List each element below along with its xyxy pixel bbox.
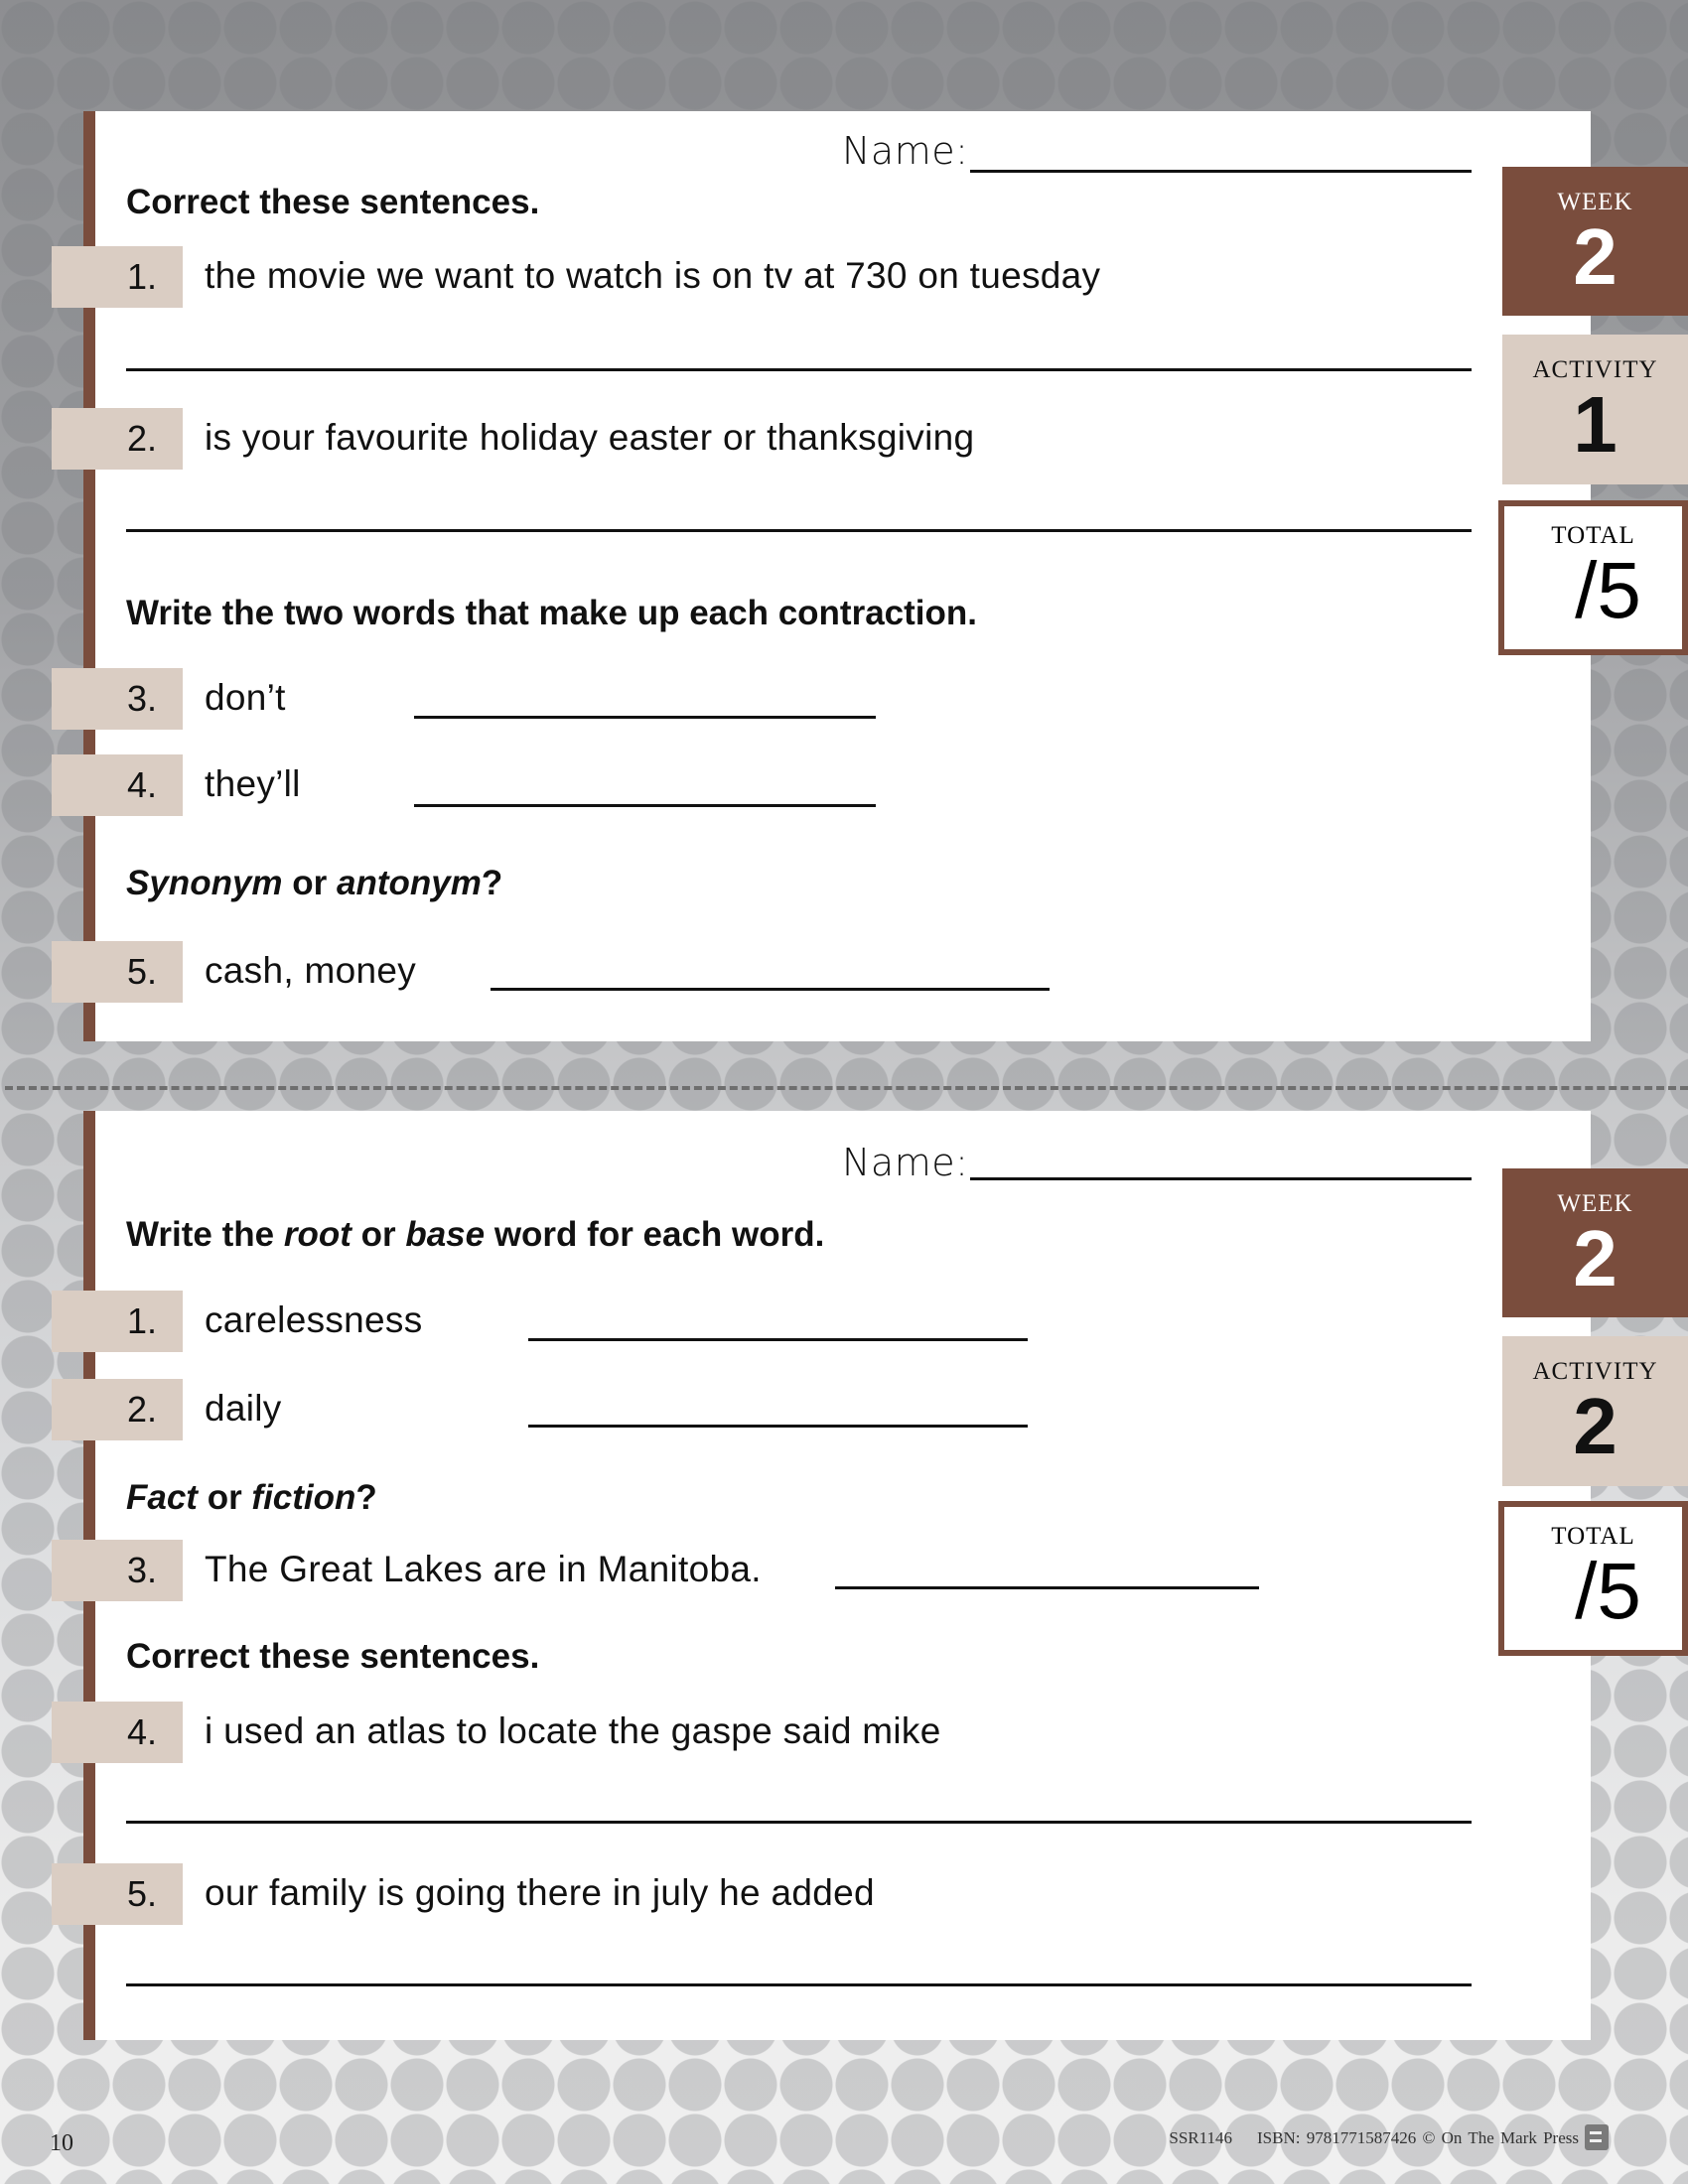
- section-heading-fact-fiction: [126, 1478, 377, 1518]
- heading-italic-root: root: [283, 1215, 352, 1254]
- answer-line[interactable]: [491, 988, 1050, 991]
- activity-badge: [1502, 1336, 1688, 1486]
- name-label: Name:: [842, 1141, 969, 1184]
- question-prompt: cash, money: [205, 950, 417, 991]
- footer-credit: SSR1146 ISBN: 9781771587426 © On The Mark Press: [1169, 2128, 1579, 2147]
- question-number-tab: 1.: [52, 1291, 183, 1352]
- name-label: Name:: [842, 129, 969, 173]
- week-label: WEEK: [1557, 1190, 1633, 1217]
- question-number-tab: 5.: [52, 941, 183, 1003]
- week-badge: [1502, 1168, 1688, 1317]
- question-number-tab: 3.: [52, 668, 183, 730]
- question-prompt: carelessness: [205, 1299, 423, 1340]
- week-number: 2: [1573, 1214, 1618, 1302]
- heading-text: or: [197, 1478, 252, 1517]
- week-number: 2: [1573, 212, 1618, 301]
- heading-text: Write the: [126, 1215, 284, 1254]
- total-label: TOTAL: [1551, 522, 1635, 549]
- question-number-tab: 2.: [52, 408, 183, 470]
- total-value: /5: [1575, 546, 1641, 634]
- section-heading-synonym-antonym: [126, 864, 502, 903]
- total-value: /5: [1575, 1547, 1641, 1635]
- heading-italic-fact: Fact: [126, 1478, 198, 1517]
- question-number-tab: 1.: [52, 246, 183, 308]
- week-label: WEEK: [1557, 189, 1633, 215]
- heading-italic-synonym: Synonym: [126, 864, 283, 902]
- activity-label: ACTIVITY: [1532, 356, 1658, 383]
- question-prompt: i used an atlas to locate the gaspe said mike: [205, 1710, 941, 1751]
- heading-text: ?: [481, 864, 503, 902]
- week-badge: [1502, 167, 1688, 316]
- heading-italic-base: base: [405, 1215, 486, 1254]
- question-prompt: The Great Lakes are in Manitoba.: [205, 1549, 762, 1589]
- heading-text: or: [351, 1215, 406, 1254]
- answer-line[interactable]: [126, 1821, 1472, 1824]
- question-number-tab: 4.: [52, 754, 183, 816]
- question-prompt: is your favourite holiday easter or thanksgiving: [205, 417, 975, 458]
- total-label: TOTAL: [1551, 1523, 1635, 1550]
- activity-number: 2: [1573, 1382, 1618, 1470]
- answer-line[interactable]: [414, 716, 876, 719]
- cut-line-divider: [5, 1086, 1688, 1090]
- publisher-logo-icon: [1585, 2124, 1609, 2150]
- answer-line[interactable]: [126, 368, 1472, 371]
- name-input-line[interactable]: [970, 170, 1472, 173]
- section-heading-contractions: Write the two words that make up each contraction.: [126, 594, 977, 632]
- answer-line[interactable]: [835, 1586, 1259, 1589]
- question-prompt: the movie we want to watch is on tv at 730 on tuesday: [205, 255, 1101, 296]
- heading-text: word for each word.: [485, 1215, 825, 1254]
- page-number: 10: [50, 2130, 73, 2156]
- question-prompt: our family is going there in july he added: [205, 1872, 875, 1913]
- question-prompt: they’ll: [205, 763, 301, 804]
- section-heading-correct-sentences: Correct these sentences.: [126, 183, 540, 221]
- activity-badge: [1502, 335, 1688, 484]
- activity-number: 1: [1573, 380, 1618, 469]
- question-prompt: daily: [205, 1388, 282, 1429]
- section-heading-correct-sentences: Correct these sentences.: [126, 1637, 540, 1676]
- section-heading-root-base: [126, 1215, 824, 1255]
- question-number-tab: 2.: [52, 1379, 183, 1440]
- answer-line[interactable]: [414, 804, 876, 807]
- question-prompt: don’t: [205, 677, 286, 718]
- answer-line[interactable]: [126, 529, 1472, 532]
- answer-line[interactable]: [528, 1338, 1028, 1341]
- total-score-box: [1498, 1501, 1688, 1656]
- question-number-tab: 4.: [52, 1702, 183, 1763]
- heading-text: or: [282, 864, 337, 902]
- heading-text: ?: [355, 1478, 377, 1517]
- activity-card-1: [83, 111, 1591, 1041]
- answer-line[interactable]: [528, 1425, 1028, 1428]
- heading-italic-antonym: antonym: [337, 864, 482, 902]
- activity-label: ACTIVITY: [1532, 1358, 1658, 1385]
- question-number-tab: 5.: [52, 1863, 183, 1925]
- heading-italic-fiction: fiction: [251, 1478, 356, 1517]
- answer-line[interactable]: [126, 1983, 1472, 1986]
- activity-card-2: [83, 1111, 1591, 2040]
- name-input-line[interactable]: [970, 1177, 1472, 1180]
- total-score-box: [1498, 500, 1688, 655]
- question-number-tab: 3.: [52, 1540, 183, 1601]
